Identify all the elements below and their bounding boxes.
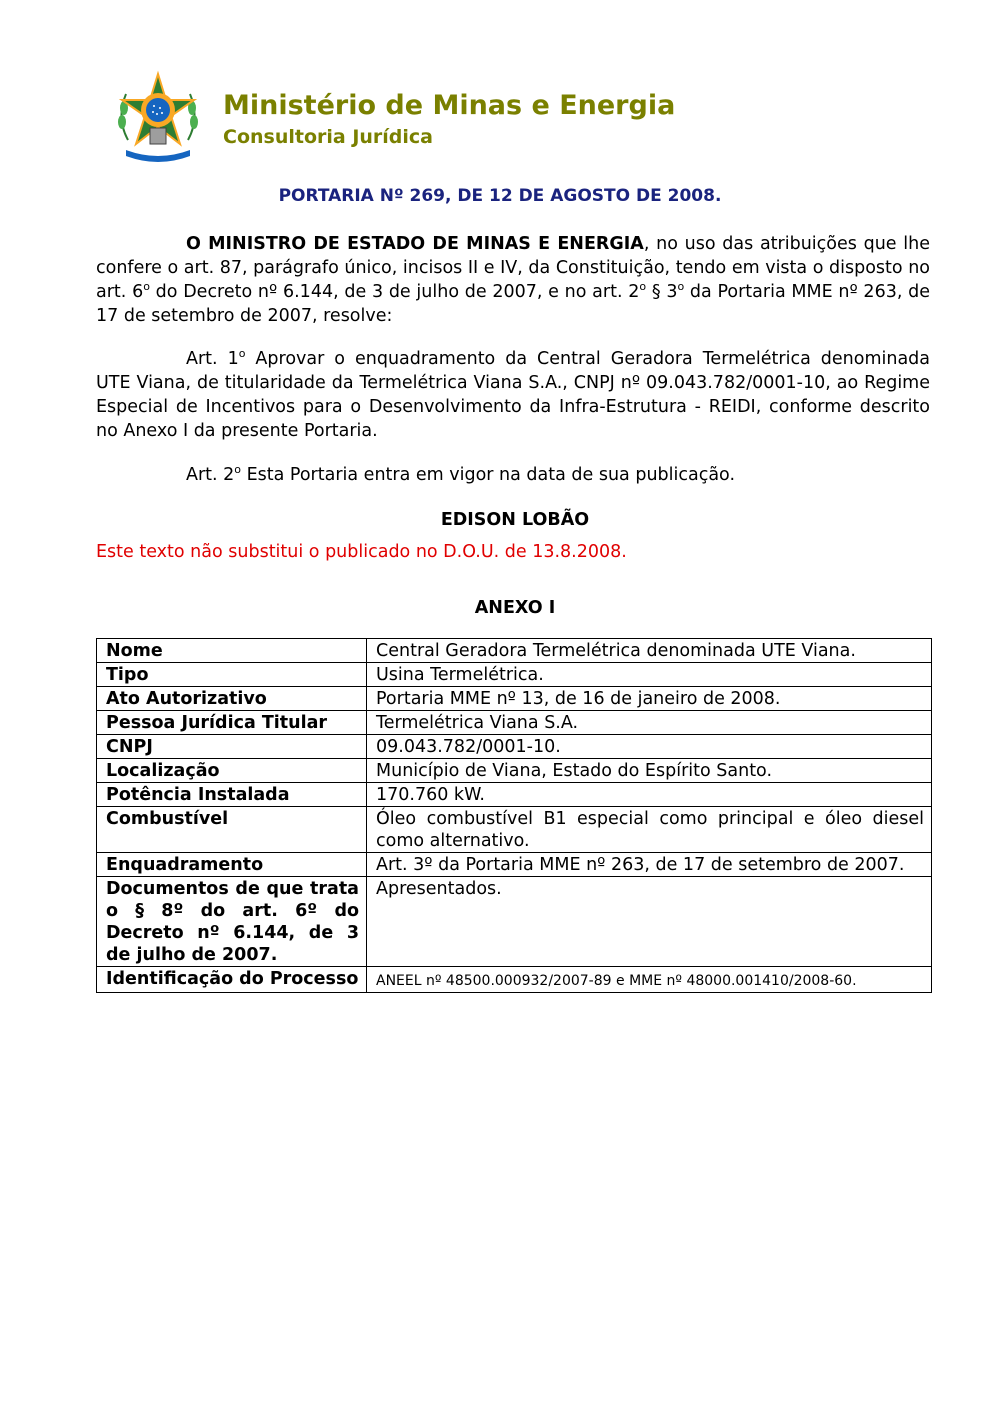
table-row [97,877,932,967]
article-2-paragraph [96,463,930,487]
table-row [97,711,932,735]
row-value: Município de Viana, Estado do Espírito Santo. [367,759,932,783]
publication-disclaimer: Este texto não substitui o publicado no D.O.U. de 13.8.2008. [96,542,627,562]
row-label: Identificação do Processo [97,967,367,993]
table-row [97,853,932,877]
table-row [97,759,932,783]
article-2-text: Esta Portaria entra em vigor na data de sua publicação. [241,465,736,485]
table-row [97,639,932,663]
row-label: Potência Instalada [97,783,367,807]
ordinal-mark: o [234,463,242,477]
preamble-authority: O MINISTRO DE ESTADO DE MINAS E ENERGIA [186,234,644,254]
row-value: Óleo combustível B1 especial como principal e óleo diesel como alternativo. [367,807,932,853]
row-value: ANEEL nº 48500.000932/2007-89 e MME nº 48000.001410/2008-60. [367,967,932,993]
ordinal-mark: o [639,280,647,294]
ordinal-mark: o [238,347,246,361]
row-value: Art. 3º da Portaria MME nº 263, de 17 de setembro de 2007. [367,853,932,877]
row-label: Ato Autorizativo [97,687,367,711]
preamble-text-4: da Portaria MME nº 263, de 17 de setembro de 2007, resolve: [96,282,930,326]
ordinal-mark: o [677,280,685,294]
brazil-coat-of-arms-icon [110,70,206,166]
annex-table [96,638,932,993]
article-1-text: Aprovar o enquadramento da Central Geradora Termelétrica denominada UTE Viana, de titularidade da Termelétrica Viana S.A., CNPJ nº 09.043.782/0001-10, ao Regime Especial de Incentivos para o Desenvolvimento da Infra-Estrutura - REIDI, conforme descrito no Anexo I da presente Portaria. [96,349,931,441]
table-row [97,967,932,993]
row-value: Termelétrica Viana S.A. [367,711,932,735]
document-title: PORTARIA Nº 269, DE 12 DE AGOSTO DE 2008. [278,186,722,206]
row-value: Portaria MME nº 13, de 16 de janeiro de 2008. [367,687,932,711]
preamble-paragraph [96,232,930,328]
table-row [97,735,932,759]
table-row [97,783,932,807]
ordinal-mark: o [143,280,150,294]
row-label: Documentos de que trata o § 8º do art. 6º do Decreto nº 6.144, de 3 de julho de 2007. [97,877,367,967]
preamble-text-1: , no uso das atribuições que lhe confere o art. 87, parágrafo único, incisos II e IV, da Constituição, tendo em vista o disposto no art. 6 [96,234,930,302]
row-label: Nome [97,639,367,663]
article-2-lead: Art. 2 [186,465,235,485]
table-row [97,807,932,853]
row-label: Tipo [97,663,367,687]
table-row [97,687,932,711]
office-name: Consultoria Jurídica [223,126,434,148]
article-1-lead: Art. 1 [186,349,239,369]
row-label: Localização [97,759,367,783]
article-1-paragraph [96,347,930,443]
row-label: CNPJ [97,735,367,759]
letterhead [110,70,710,170]
annex-title: ANEXO I [474,598,556,618]
row-value: 09.043.782/0001-10. [367,735,932,759]
row-label: Pessoa Jurídica Titular [97,711,367,735]
ministry-name: Ministério de Minas e Energia [223,90,676,121]
row-label: Enquadramento [97,853,367,877]
preamble-text-3: § 3 [646,282,678,302]
table-row [97,663,932,687]
row-label: Combustível [97,807,367,853]
preamble-text-2: do Decreto nº 6.144, de 3 de julho de 2007, e no art. 2 [149,282,640,302]
row-value: Usina Termelétrica. [367,663,932,687]
row-value: Apresentados. [367,877,932,967]
signatory-name: EDISON LOBÃO [440,510,590,530]
row-value: Central Geradora Termelétrica denominada UTE Viana. [367,639,932,663]
row-value: 170.760 kW. [367,783,932,807]
